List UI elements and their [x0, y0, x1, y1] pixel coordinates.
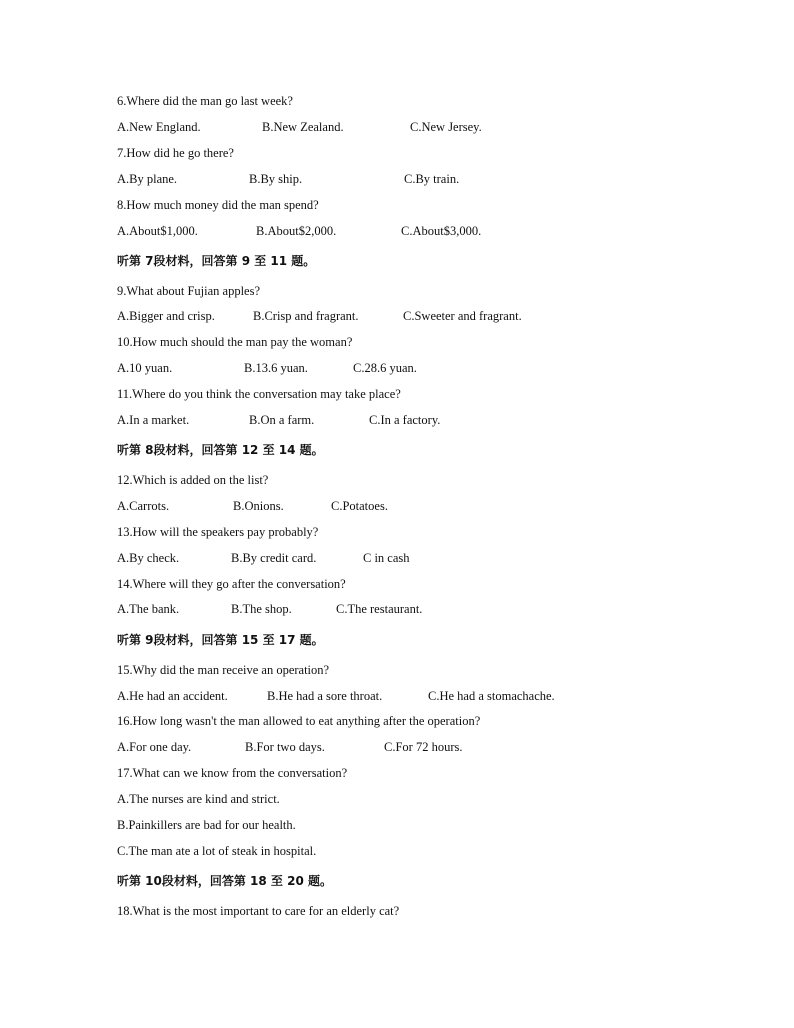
question-text: A.The nurses are kind and strict.: [117, 792, 280, 806]
answer-option: A.Bigger and crisp.: [117, 309, 215, 323]
question-text: 9.What about Fujian apples?: [117, 284, 261, 298]
question-text: 16.How long wasn't the man allowed to eat anything after the operation?: [117, 714, 481, 728]
answer-option: B.New Zealand.: [262, 120, 344, 134]
answer-option: B.On a farm.: [249, 413, 315, 427]
question-text: 7.How did he go there?: [117, 146, 234, 160]
answer-option: C.Sweeter and fragrant.: [403, 309, 522, 323]
question-text: 12.Which is added on the list?: [117, 473, 269, 487]
answer-option: A.About$1,000.: [117, 224, 198, 238]
answer-option: A.By check.: [117, 551, 180, 565]
answer-option: C.New Jersey.: [410, 120, 482, 134]
answer-option: B.Crisp and fragrant.: [253, 309, 359, 323]
question-text: 17.What can we know from the conversation?: [117, 766, 348, 780]
answer-option: C.In a factory.: [369, 413, 441, 427]
answer-option: A.By plane.: [117, 172, 178, 186]
answer-option: A.New England.: [117, 120, 201, 134]
answer-option: B.For two days.: [245, 740, 325, 754]
answer-option: C.28.6 yuan.: [353, 361, 417, 375]
question-text: 15.Why did the man receive an operation?: [117, 663, 330, 677]
section-heading: 听第 10段材料，回答第 18 至 20 题。: [117, 874, 332, 888]
question-text: 13.How will the speakers pay probably?: [117, 525, 319, 539]
answer-option: C.Potatoes.: [331, 499, 388, 513]
section-heading: 听第 8段材料，回答第 12 至 14 题。: [117, 443, 324, 457]
question-text: 10.How much should the man pay the woman?: [117, 335, 353, 349]
answer-option: C.The restaurant.: [336, 602, 423, 616]
question-text: 8.How much money did the man spend?: [117, 198, 319, 212]
answer-option: B.13.6 yuan.: [244, 361, 308, 375]
question-text: 18.What is the most important to care for an elderly cat?: [117, 904, 400, 918]
question-text: 11.Where do you think the conversation may take place?: [117, 387, 401, 401]
answer-option: B.By credit card.: [231, 551, 317, 565]
answer-option: C.For 72 hours.: [384, 740, 463, 754]
answer-option: A.The bank.: [117, 602, 180, 616]
answer-option: C.By train.: [404, 172, 460, 186]
question-text: 14.Where will they go after the conversation?: [117, 577, 346, 591]
answer-option: B.About$2,000.: [256, 224, 337, 238]
answer-option: B.Onions.: [233, 499, 284, 513]
answer-option: C.He had a stomachache.: [428, 689, 555, 703]
answer-option: B.He had a sore throat.: [267, 689, 383, 703]
answer-option: B.The shop.: [231, 602, 292, 616]
answer-option: C in cash: [363, 551, 410, 565]
answer-option: A.Carrots.: [117, 499, 170, 513]
section-heading: 听第 9段材料，回答第 15 至 17 题。: [117, 633, 324, 647]
question-text: C.The man ate a lot of steak in hospital.: [117, 844, 317, 858]
answer-option: C.About$3,000.: [401, 224, 482, 238]
answer-option: A.In a market.: [117, 413, 190, 427]
section-heading: 听第 7段材料，回答第 9 至 11 题。: [117, 254, 316, 268]
question-text: 6.Where did the man go last week?: [117, 94, 293, 108]
answer-option: A.10 yuan.: [117, 361, 173, 375]
answer-option: B.By ship.: [249, 172, 303, 186]
answer-option: A.For one day.: [117, 740, 192, 754]
question-text: B.Painkillers are bad for our health.: [117, 818, 296, 832]
answer-option: A.He had an accident.: [117, 689, 228, 703]
